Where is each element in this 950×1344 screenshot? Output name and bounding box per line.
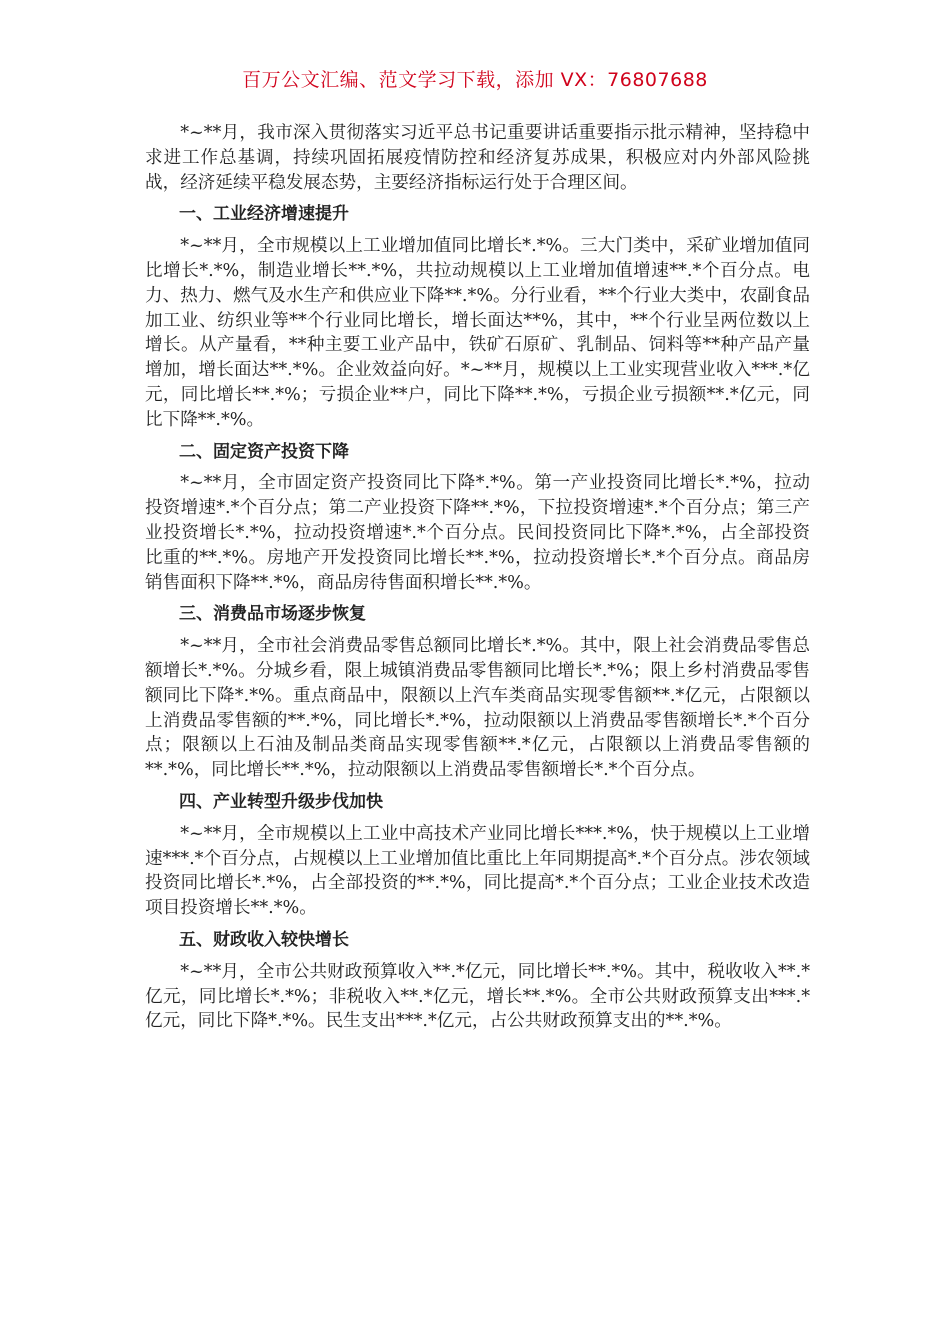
section-industry (145, 202, 810, 432)
section-heading: 四、产业转型升级步伐加快 (179, 791, 383, 812)
banner-text: 百万公文汇编、范文学习下载，添加 VX：76807688 (242, 69, 708, 91)
section-heading: 一、工业经济增速提升 (179, 204, 349, 225)
section-heading: 二、固定资产投资下降 (179, 441, 349, 462)
section-heading: 三、消费品市场逐步恢复 (179, 604, 366, 625)
section-investment (145, 440, 810, 596)
section-paragraph: *~**月，全市公共财政预算收入**.*亿元，同比增长**.*%。其中，税收收入**.*亿元，同比增长*.*%；非税收入**.*亿元，增长**.*%。全市公共财政预算支出***.*亿元，同比下降*.*%。民生支出***.*亿元，占公共财政预算支出的**.*%。 (145, 961, 810, 1032)
section-paragraph: *~**月，全市固定资产投资同比下降*.*%。第一产业投资同比增长*.*%，拉动投资增速*.*个百分点；第二产业投资下降**.*%，下拉投资增速*.*个百分点；第三产业投资增长*.*%，拉动投资增速*.*个百分点。民间投资同比下降*.*%，占全部投资比重的**.*%。房地产开发投资同比增长**.*%，拉动投资增长*.*个百分点。商品房销售面积下降**.*%，商品房待售面积增长**.*%。 (145, 473, 810, 593)
section-upgrade (145, 790, 810, 921)
section-consumption (145, 602, 810, 783)
section-paragraph: *~**月，全市规模以上工业中高技术产业同比增长***.*%，快于规模以上工业增速***.*个百分点，占规模以上工业增加值比重比上年同期提高*.*个百分点。涉农领域投资同比增长*.*%，占全部投资的**.*%，同比提高*.*个百分点；工业企业技术改造项目投资增长**.*%。 (145, 823, 810, 919)
intro-paragraph: *~**月，我市深入贯彻落实习近平总书记重要讲话重要指示批示精神，坚持稳中求进工作总基调，持续巩固拓展疫情防控和经济复苏成果，积极应对内外部风险挑战，经济延续平稳发展态势，主要经济指标运行处于合理区间。 (145, 123, 810, 193)
section-paragraph: *~**月，全市规模以上工业增加值同比增长*.*%。三大门类中，采矿业增加值同比增长*.*%，制造业增长**.*%，共拉动规模以上工业增加值增速**.*个百分点。电力、热力、燃气及水生产和供应业下降**.*%。分行业看，**个行业大类中，农副食品加工业、纺织业等**个行业同比增长，增长面达**%，其中，**个行业呈两位数以上增长。从产量看，**种主要工业产品中，铁矿石原矿、乳制品、饲料等**种产品产量增加，增长面达**.*%。企业效益向好。*~**月，规模以上工业实现营业收入***.*亿元，同比增长**.*%；亏损企业**户，同比下降**.*%，亏损企业亏损额**.*亿元，同比下降**.*%。 (145, 236, 810, 430)
document-body (145, 121, 810, 1041)
section-heading: 五、财政收入较快增长 (179, 929, 349, 950)
section-finance (145, 928, 810, 1034)
section-paragraph: *~**月，全市社会消费品零售总额同比增长*.*%。其中，限上社会消费品零售总额增长*.*%。分城乡看，限上城镇消费品零售额同比增长*.*%；限上乡村消费品零售额同比下降*.*%。重点商品中，限额以上汽车类商品实现零售额**.*亿元，占限额以上消费品零售额的**.*%，同比增长*.*%，拉动限额以上消费品零售额增长*.*个百分点；限额以上石油及制品类商品实现零售额**.*亿元，占限额以上消费品零售额的**.*%，同比增长**.*%，拉动限额以上消费品零售额增长*.*个百分点。 (145, 636, 810, 781)
